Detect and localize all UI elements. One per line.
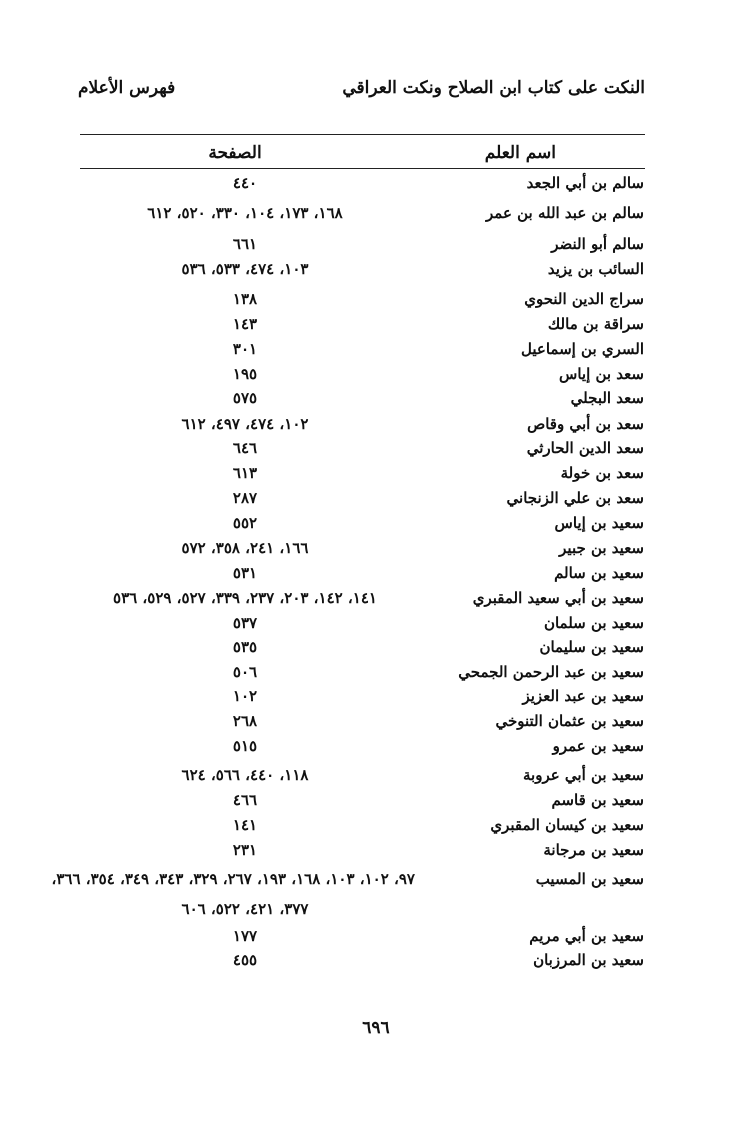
table-row bbox=[80, 900, 648, 925]
entry-pages: ٥١٥ bbox=[232, 737, 258, 755]
table-row bbox=[80, 841, 648, 866]
table-row bbox=[80, 260, 648, 285]
table-row bbox=[80, 315, 648, 340]
table-row bbox=[80, 365, 648, 390]
entry-name: سراقة بن مالك bbox=[547, 315, 644, 333]
entry-name: سعد البجلي bbox=[570, 389, 644, 407]
entry-name: سعد بن إياس bbox=[559, 365, 644, 383]
entry-pages: ١١٨، ٤٤٠، ٥٦٦، ٦٢٤ bbox=[181, 766, 309, 784]
table-row bbox=[80, 589, 648, 614]
entry-name: سعيد بن عبد العزيز bbox=[522, 687, 644, 705]
page-number: ٦٩٦ bbox=[362, 1018, 390, 1038]
table-row bbox=[80, 638, 648, 663]
entry-name: سالم أبو النضر bbox=[551, 235, 644, 253]
entry-pages: ١٦٨، ١٧٣، ١٠٤، ٣٣٠، ٥٢٠، ٦١٢ bbox=[147, 204, 343, 222]
table-row bbox=[80, 415, 648, 440]
entry-pages: ٣٠١ bbox=[232, 340, 258, 358]
table-row bbox=[80, 791, 648, 816]
entry-pages: ٦٦١ bbox=[232, 235, 258, 253]
table-row bbox=[80, 564, 648, 589]
entry-pages: ٤٦٦ bbox=[232, 791, 258, 809]
entry-pages: ٥٥٢ bbox=[232, 514, 258, 532]
table-row bbox=[80, 489, 648, 514]
table-row bbox=[80, 951, 648, 976]
table-row bbox=[80, 340, 648, 365]
table-row bbox=[80, 389, 648, 414]
header-rule bbox=[80, 134, 645, 135]
entry-pages: ٥٣١ bbox=[232, 564, 258, 582]
table-header-rule bbox=[80, 168, 645, 169]
entry-name: سعيد بن كيسان المقبري bbox=[490, 816, 644, 834]
entry-pages: ٦٤٦ bbox=[232, 439, 258, 457]
entry-name: سعيد بن إياس bbox=[554, 514, 644, 532]
entry-pages: ٥٠٦ bbox=[232, 663, 258, 681]
entry-pages: ٥٧٥ bbox=[232, 389, 258, 407]
entry-pages: ٤٤٠ bbox=[232, 174, 258, 192]
entry-pages: ٢٨٧ bbox=[232, 489, 258, 507]
table-row bbox=[80, 663, 648, 688]
entry-name: سعيد بن عثمان التنوخي bbox=[495, 712, 644, 730]
entry-name: سعيد بن جبير bbox=[559, 539, 644, 557]
column-header-name: اسم العلم bbox=[484, 143, 556, 163]
table-row bbox=[80, 204, 648, 229]
entry-name: سعد بن علي الزنجاني bbox=[506, 489, 644, 507]
entry-name: السائب بن يزيد bbox=[547, 260, 644, 278]
table-row bbox=[80, 439, 648, 464]
table-row bbox=[80, 174, 648, 199]
entry-name: سعيد بن سلمان bbox=[543, 614, 644, 632]
entry-name: سالم بن عبد الله بن عمر bbox=[486, 204, 644, 222]
entry-name: سعيد بن المرزبان bbox=[533, 951, 644, 969]
entry-pages: ١٣٨ bbox=[232, 290, 258, 308]
entry-name: سالم بن أبي الجعد bbox=[526, 174, 644, 192]
table-row bbox=[80, 290, 648, 315]
table-row bbox=[80, 235, 648, 260]
table-row bbox=[80, 464, 648, 489]
entry-name: سراج الدين النحوي bbox=[524, 290, 644, 308]
entry-name: سعد الدين الحارثي bbox=[526, 439, 644, 457]
entry-name: سعيد بن سليمان bbox=[539, 638, 644, 656]
entry-pages: ١٩٥ bbox=[232, 365, 258, 383]
entry-name: سعيد بن عبد الرحمن الجمحي bbox=[458, 663, 644, 681]
table-row bbox=[80, 816, 648, 841]
book-title: النكت على كتاب ابن الصلاح ونكت العراقي bbox=[342, 78, 645, 98]
entry-pages: ١٧٧ bbox=[232, 927, 258, 945]
entry-name: سعد بن أبي وقاص bbox=[527, 415, 644, 433]
entry-pages: ٢٣١ bbox=[232, 841, 258, 859]
entry-pages: ٤٥٥ bbox=[232, 951, 258, 969]
section-title: فهرس الأعلام bbox=[78, 78, 176, 98]
entry-name: سعد بن خولة bbox=[560, 464, 644, 482]
entry-pages: ٢٦٨ bbox=[232, 712, 258, 730]
table-row bbox=[80, 737, 648, 762]
entry-name: سعيد بن أبي سعيد المقبري bbox=[472, 589, 644, 607]
entry-pages: ٦١٣ bbox=[232, 464, 258, 482]
entry-name: سعيد بن أبي مريم bbox=[529, 927, 644, 945]
entry-pages-continued: ٣٧٧، ٤٢١، ٥٢٢، ٦٠٦ bbox=[181, 900, 309, 918]
entry-pages: ١٤١ bbox=[232, 816, 258, 834]
table-row bbox=[51, 870, 648, 895]
entry-name: سعيد بن قاسم bbox=[551, 791, 644, 809]
table-row bbox=[80, 514, 648, 539]
entry-pages: ١٠٢ bbox=[232, 687, 258, 705]
entry-pages: ١٠٢، ٤٧٤، ٤٩٧، ٦١٢ bbox=[181, 415, 309, 433]
table-row bbox=[80, 927, 648, 952]
entry-pages: ٥٣٧ bbox=[232, 614, 258, 632]
entry-name: السري بن إسماعيل bbox=[521, 340, 644, 358]
entry-name: سعيد بن أبي عروبة bbox=[523, 766, 644, 784]
entry-pages: ١٦٦، ٢٤١، ٣٥٨، ٥٧٢ bbox=[181, 539, 309, 557]
entry-pages: ١٤٣ bbox=[232, 315, 258, 333]
entry-pages: ١٤١، ١٤٢، ٢٠٣، ٢٣٧، ٣٣٩، ٥٢٧، ٥٢٩، ٥٣٦ bbox=[113, 589, 377, 607]
column-header-page: الصفحة bbox=[208, 143, 262, 163]
entry-pages: ١٠٣، ٤٧٤، ٥٣٣، ٥٣٦ bbox=[181, 260, 309, 278]
table-row bbox=[80, 614, 648, 639]
table-row bbox=[80, 539, 648, 564]
entry-name: سعيد بن عمرو bbox=[552, 737, 644, 755]
running-head bbox=[78, 78, 645, 110]
entry-name: سعيد بن المسيب bbox=[535, 870, 644, 888]
table-row bbox=[80, 687, 648, 712]
entry-name: سعيد بن سالم bbox=[554, 564, 644, 582]
table-row bbox=[80, 766, 648, 791]
entry-pages: ٥٣٥ bbox=[232, 638, 258, 656]
entry-pages: ٩٧، ١٠٢، ١٠٣، ١٦٨، ١٩٣، ٢٦٧، ٣٢٩، ٣٤٣، ٣٤٩، ٣٥٤، ٣٦٦، bbox=[51, 870, 415, 888]
entry-name: سعيد بن مرجانة bbox=[543, 841, 644, 859]
table-row bbox=[80, 712, 648, 737]
